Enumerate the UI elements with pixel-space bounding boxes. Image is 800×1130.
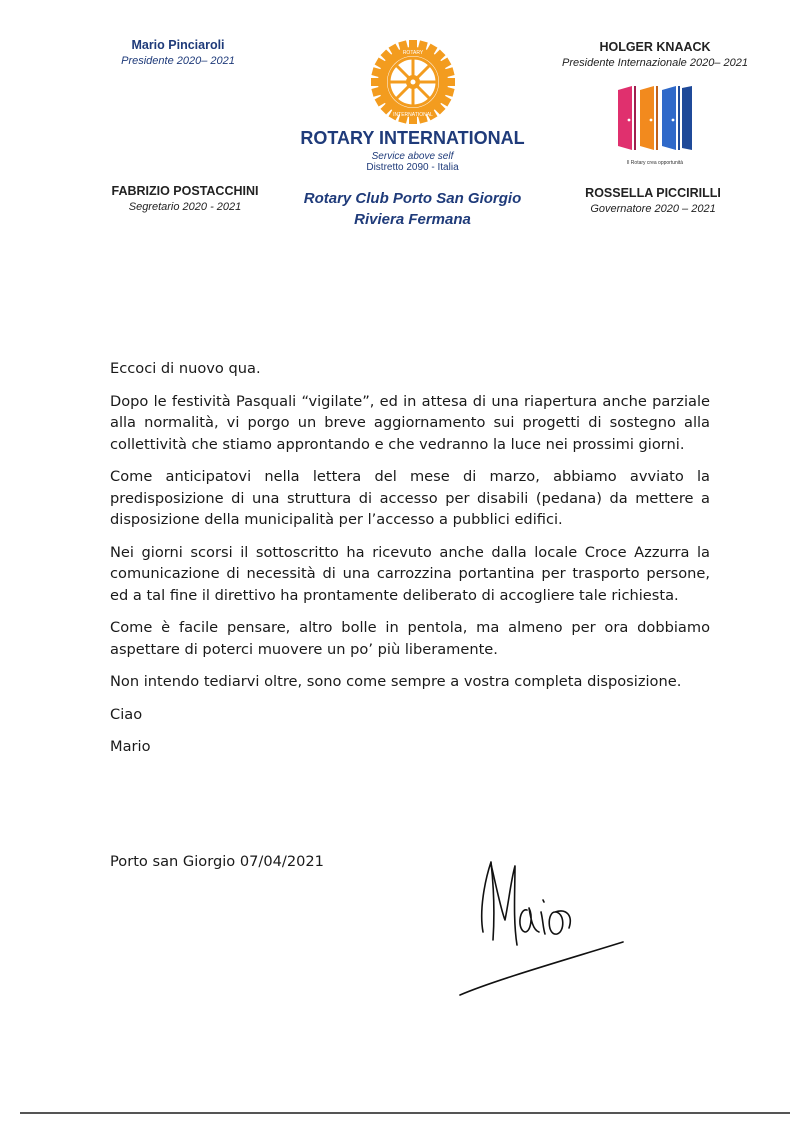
rotary-wheel-logo xyxy=(371,40,455,124)
letter-body xyxy=(110,358,710,771)
rotary-header xyxy=(285,40,540,173)
handwritten-signature xyxy=(455,850,625,1000)
president-role: Presidente 2020– 2021 xyxy=(121,55,235,67)
organization-title: ROTARY INTERNATIONAL xyxy=(300,128,525,148)
wheel-text-top: ROTARY xyxy=(402,50,423,56)
secretary-name: FABRIZIO POSTACCHINI xyxy=(111,184,259,198)
club-name-line2: Riviera Fermana xyxy=(354,211,471,228)
rotary-opportunities-caption: Il Rotary crea opportunità xyxy=(626,160,684,166)
president-name: Mario Pinciaroli xyxy=(131,38,225,52)
secretary-role: Segretario 2020 - 2021 xyxy=(128,201,242,213)
paragraph-more-to-come: Come è facile pensare, altro bolle in pentola, ma almeno per ora dobbiamo aspettare di poterci muovere un po’ più liberamente. xyxy=(110,619,710,658)
wheel-text-bottom: INTERNATIONAL xyxy=(392,112,433,118)
president-block xyxy=(108,38,248,67)
international-president-block xyxy=(540,40,770,69)
governor-name: ROSSELLA PICCIRILLI xyxy=(585,186,721,200)
district: Distretto 2090 - Italia xyxy=(366,162,459,173)
rotary-opportunities-logo xyxy=(612,80,698,170)
international-president-role: Presidente Internazionale 2020– 2021 xyxy=(562,57,748,69)
international-president-name: HOLGER KNAACK xyxy=(599,40,711,54)
secretary-block xyxy=(85,184,285,213)
signoff-name: Mario xyxy=(110,738,151,755)
governor-block xyxy=(548,186,758,215)
paragraph-greeting: Eccoci di nuovo qua. xyxy=(110,360,261,377)
paragraph-closing-remark: Non intendo tediarvi oltre, sono come sempre a vostra completa disposizione. xyxy=(110,673,682,690)
club-name xyxy=(285,188,540,230)
paragraph-ramp-project: Come anticipatovi nella lettera del mese di marzo, abbiamo avviato la predisposizione di una struttura di accesso per disabili (pedana) da mettere a disposizione della municipalità per l’accesso a pubblici edifici. xyxy=(110,468,710,528)
place-and-date: Porto san Giorgio 07/04/2021 xyxy=(110,853,324,870)
closing-greeting: Ciao xyxy=(110,705,143,723)
club-name-line1: Rotary Club Porto San Giorgio xyxy=(303,190,522,207)
motto: Service above self xyxy=(371,151,454,162)
governor-role: Governatore 2020 – 2021 xyxy=(590,203,716,215)
paragraph-wheelchair-request: Nei giorni scorsi il sottoscritto ha ricevuto anche dalla locale Croce Azzurra la comunicazione di necessità di una carrozzina portantina per trasporto persone, ed a tal fine il direttivo ha prontamente deliberato di accogliere tale richiesta. xyxy=(110,543,710,604)
paragraph-update: Dopo le festività Pasquali “vigilate”, ed in attesa di una riapertura anche parziale alla normalità, vi porgo un breve aggiornamento sui progetti di sostegno alla collettività che stiamo approntando e che vedranno la luce nei prossimi giorni. xyxy=(110,392,710,453)
bottom-divider xyxy=(20,1112,790,1114)
